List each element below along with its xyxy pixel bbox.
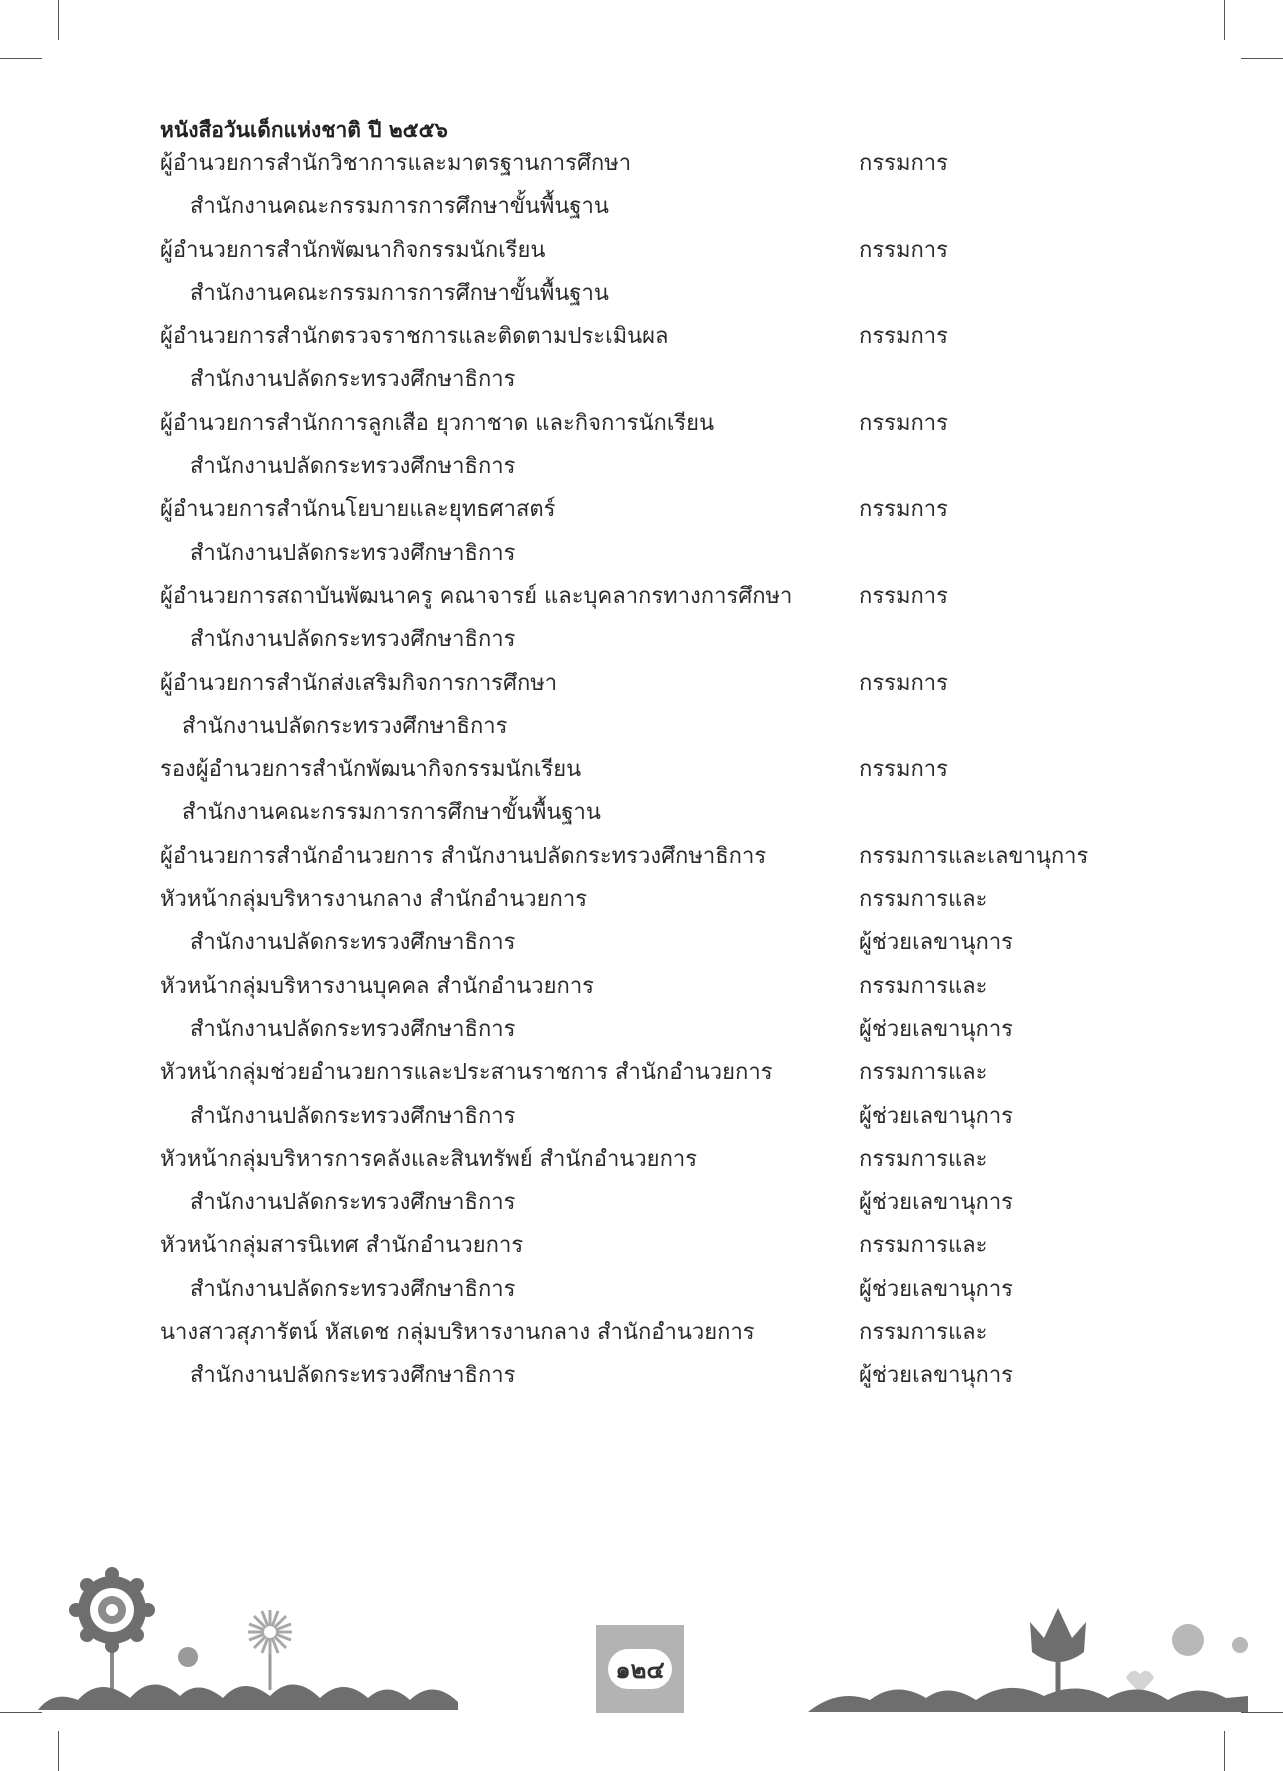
list-item xyxy=(160,1354,1120,1397)
entry-position: ผู้อำนวยการสำนักตรวจราชการและติดตามประเมินผล xyxy=(160,324,669,350)
list-item xyxy=(160,705,1120,748)
list-item xyxy=(160,1224,1120,1267)
entry-department: สำนักงานปลัดกระทรวงศึกษาธิการ xyxy=(190,627,516,653)
list-item xyxy=(160,402,1120,445)
entry-role: ผู้ช่วยเลขานุการ xyxy=(859,930,1013,956)
entry-department: สำนักงานคณะกรรมการการศึกษาขั้นพื้นฐาน xyxy=(190,194,609,220)
list-item xyxy=(160,575,1120,618)
entry-role: กรรมการและ xyxy=(859,1320,988,1346)
entry-role: ผู้ช่วยเลขานุการ xyxy=(859,1276,1013,1302)
crop-mark-top-left-v xyxy=(58,0,59,40)
entry-role: กรรมการ xyxy=(859,410,948,436)
page-number-box xyxy=(596,1625,684,1713)
entry-role: กรรมการและ xyxy=(859,887,988,913)
entry-position: หัวหน้ากลุ่มช่วยอำนวยการและประสานราชการ สำนักอำนวยการ xyxy=(160,1060,773,1086)
entry-department: สำนักงานคณะกรรมการการศึกษาขั้นพื้นฐาน xyxy=(190,280,609,306)
crop-mark-bottom-right-h xyxy=(1241,1712,1283,1713)
entry-role: กรรมการ xyxy=(859,757,948,783)
list-item xyxy=(160,1138,1120,1181)
entry-position: หัวหน้ากลุ่มบริหารงานกลาง สำนักอำนวยการ xyxy=(160,887,588,913)
list-item xyxy=(160,618,1120,661)
entry-department: สำนักงานปลัดกระทรวงศึกษาธิการ xyxy=(190,1363,516,1389)
entry-role: ผู้ช่วยเลขานุการ xyxy=(859,1363,1013,1389)
crop-mark-bottom-right-v xyxy=(1224,1731,1225,1771)
entry-role: กรรมการ xyxy=(859,237,948,263)
entry-role: ผู้ช่วยเลขานุการ xyxy=(859,1190,1013,1216)
entry-position: ผู้อำนวยการสำนักพัฒนากิจกรรมนักเรียน xyxy=(160,237,546,263)
flower-garden-left-illustration xyxy=(38,1560,498,1710)
entry-role: กรรมการและ xyxy=(859,1233,988,1259)
crop-mark-top-left-h xyxy=(0,58,42,59)
committee-list xyxy=(160,151,1120,1398)
entry-department: สำนักงานปลัดกระทรวงศึกษาธิการ xyxy=(190,454,516,480)
list-item xyxy=(160,532,1120,575)
entry-role: กรรมการและ xyxy=(859,1060,988,1086)
entry-position: นางสาวสุภารัตน์ หัสเดช กลุ่มบริหารงานกลาง สำนักอำนวยการ xyxy=(160,1320,755,1346)
entry-position: ผู้อำนวยการสำนักการลูกเสือ ยุวกาชาด และกิจการนักเรียน xyxy=(160,410,715,436)
list-item xyxy=(160,878,1120,921)
entry-role: กรรมการ xyxy=(859,324,948,350)
crop-mark-top-right-v xyxy=(1224,0,1225,40)
entry-role: ผู้ช่วยเลขานุการ xyxy=(859,1103,1013,1129)
entry-position: ผู้อำนวยการสำนักนโยบายและยุทธศาสตร์ xyxy=(160,497,556,523)
entry-department: สำนักงานคณะกรรมการการศึกษาขั้นพื้นฐาน xyxy=(182,800,601,826)
list-item xyxy=(160,185,1120,228)
entry-department: สำนักงานปลัดกระทรวงศึกษาธิการ xyxy=(190,1190,516,1216)
list-item xyxy=(160,748,1120,791)
list-item xyxy=(160,1181,1120,1224)
entry-department: สำนักงานปลัดกระทรวงศึกษาธิการ xyxy=(182,713,508,739)
entry-department: สำนักงานปลัดกระทรวงศึกษาธิการ xyxy=(190,1016,516,1042)
list-item xyxy=(160,1268,1120,1311)
entry-position: ผู้อำนวยการสำนักอำนวยการ สำนักงานปลัดกระทรวงศึกษาธิการ xyxy=(160,843,767,869)
entry-role: กรรมการ xyxy=(859,670,948,696)
list-item xyxy=(160,921,1120,964)
entry-role: กรรมการและเลขานุการ xyxy=(859,843,1089,869)
list-item xyxy=(160,445,1120,488)
entry-role: กรรมการและ xyxy=(859,973,988,999)
list-item xyxy=(160,358,1120,401)
entry-department: สำนักงานปลัดกระทรวงศึกษาธิการ xyxy=(190,930,516,956)
entry-role: กรรมการและ xyxy=(859,1146,988,1172)
entry-position: หัวหน้ากลุ่มสารนิเทศ สำนักอำนวยการ xyxy=(160,1233,524,1259)
running-header: หนังสือวันเด็กแห่งชาติ ปี ๒๕๕๖ xyxy=(160,118,448,142)
tulip-garden-right-illustration xyxy=(808,1600,1248,1712)
entry-role: ผู้ช่วยเลขานุการ xyxy=(859,1016,1013,1042)
crop-mark-top-right-h xyxy=(1241,58,1283,59)
entry-department: สำนักงานปลัดกระทรวงศึกษาธิการ xyxy=(190,1276,516,1302)
entry-position: รองผู้อำนวยการสำนักพัฒนากิจกรรมนักเรียน xyxy=(160,757,582,783)
entry-department: สำนักงานปลัดกระทรวงศึกษาธิการ xyxy=(190,1103,516,1129)
list-item xyxy=(160,272,1120,315)
list-item xyxy=(160,229,1120,272)
entry-role: กรรมการ xyxy=(859,151,948,176)
list-item xyxy=(160,142,1120,185)
entry-position: ผู้อำนวยการสำนักส่งเสริมกิจการการศึกษา xyxy=(160,670,558,696)
crop-mark-bottom-left-v xyxy=(58,1731,59,1771)
entry-position: หัวหน้ากลุ่มบริหารการคลังและสินทรัพย์ สำนักอำนวยการ xyxy=(160,1146,698,1172)
list-item xyxy=(160,1311,1120,1354)
list-item xyxy=(160,315,1120,358)
list-item xyxy=(160,965,1120,1008)
list-item xyxy=(160,835,1120,878)
entry-department: สำนักงานปลัดกระทรวงศึกษาธิการ xyxy=(190,540,516,566)
entry-role: กรรมการ xyxy=(859,583,948,609)
entry-role: กรรมการ xyxy=(859,497,948,523)
entry-position: หัวหน้ากลุ่มบริหารงานบุคคล สำนักอำนวยการ xyxy=(160,973,594,999)
list-item xyxy=(160,1008,1120,1051)
list-item xyxy=(160,488,1120,531)
list-item xyxy=(160,1051,1120,1094)
list-item xyxy=(160,791,1120,834)
page-number: ๑๒๔ xyxy=(608,1649,672,1689)
entry-department: สำนักงานปลัดกระทรวงศึกษาธิการ xyxy=(190,367,516,393)
entry-position: ผู้อำนวยการสำนักวิชาการและมาตรฐานการศึกษา xyxy=(160,151,632,176)
list-item xyxy=(160,1095,1120,1138)
entry-position: ผู้อำนวยการสถาบันพัฒนาครู คณาจารย์ และบุคลากรทางการศึกษา xyxy=(160,583,793,609)
crop-mark-bottom-left-h xyxy=(0,1712,42,1713)
list-item xyxy=(160,662,1120,705)
